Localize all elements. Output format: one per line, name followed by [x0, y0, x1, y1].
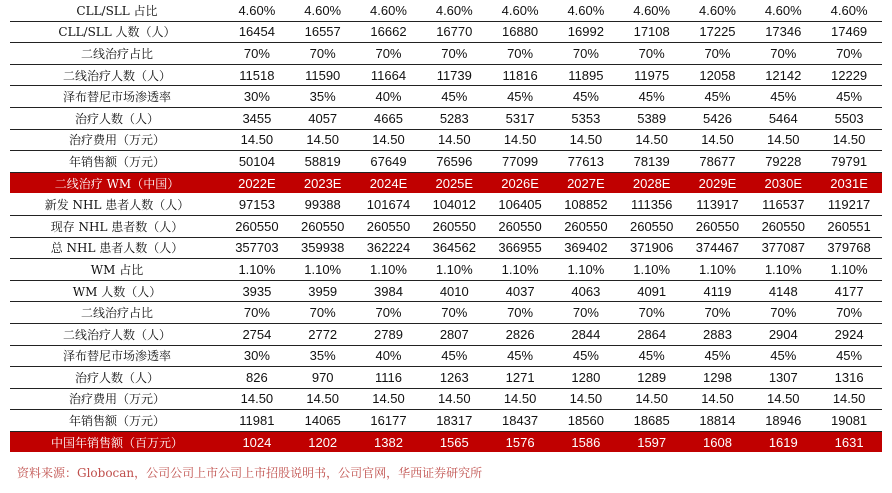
- table-cell: 16557: [290, 21, 356, 43]
- table-cell: 58819: [290, 151, 356, 173]
- row-label: 新发 NHL 患者人数（人）: [10, 194, 224, 216]
- table-cell: 11816: [487, 64, 553, 86]
- table-cell: 16770: [421, 21, 487, 43]
- table-cell: 70%: [224, 302, 290, 324]
- table-cell: 260550: [356, 215, 422, 237]
- table-cell: 1576: [487, 431, 553, 453]
- table-cell: 4.60%: [553, 0, 619, 21]
- table-cell: 2031E: [816, 172, 882, 194]
- table-row: [10, 194, 882, 216]
- table-cell: 11981: [224, 410, 290, 432]
- table-cell: 78677: [685, 151, 751, 173]
- table-cell: 18560: [553, 410, 619, 432]
- row-label: 治疗人数（人）: [10, 367, 224, 389]
- table-cell: 70%: [421, 43, 487, 65]
- table-cell: 3984: [356, 280, 422, 302]
- forecast-table: [10, 0, 882, 453]
- table-cell: 2924: [816, 323, 882, 345]
- table-cell: 260550: [487, 215, 553, 237]
- table-cell: 14065: [290, 410, 356, 432]
- table-cell: 45%: [553, 86, 619, 108]
- row-label: 泽布替尼市场渗透率: [10, 86, 224, 108]
- table-cell: 366955: [487, 237, 553, 259]
- table-cell: 70%: [421, 302, 487, 324]
- table-cell: 377087: [750, 237, 816, 259]
- table-cell: 14.50: [685, 388, 751, 410]
- table-cell: 16662: [356, 21, 422, 43]
- table-cell: 3455: [224, 107, 290, 129]
- table-cell: 4.60%: [619, 0, 685, 21]
- table-cell: 104012: [421, 194, 487, 216]
- table-cell: 14.50: [619, 129, 685, 151]
- table-row: [10, 237, 882, 259]
- table-cell: 14.50: [816, 129, 882, 151]
- table-cell: 4091: [619, 280, 685, 302]
- table-cell: 1298: [685, 367, 751, 389]
- table-cell: 14.50: [816, 388, 882, 410]
- table-cell: 70%: [619, 43, 685, 65]
- row-label: 泽布替尼市场渗透率: [10, 345, 224, 367]
- table-cell: 79791: [816, 151, 882, 173]
- table-cell: 70%: [290, 43, 356, 65]
- table-cell: 17108: [619, 21, 685, 43]
- row-label: WM 人数（人）: [10, 280, 224, 302]
- table-cell: 70%: [487, 43, 553, 65]
- table-cell: 1631: [816, 431, 882, 453]
- table-cell: 260550: [685, 215, 751, 237]
- table-cell: 3935: [224, 280, 290, 302]
- table-cell: 1.10%: [487, 259, 553, 281]
- table-cell: 14.50: [553, 129, 619, 151]
- table-cell: 362224: [356, 237, 422, 259]
- table-cell: 11895: [553, 64, 619, 86]
- table-cell: 70%: [750, 43, 816, 65]
- table-row: [10, 259, 882, 281]
- table-cell: 30%: [224, 345, 290, 367]
- table-cell: 18685: [619, 410, 685, 432]
- table-cell: 18317: [421, 410, 487, 432]
- table-cell: 45%: [685, 86, 751, 108]
- source-note: 资料来源：Globocan，公司公司上市公司上市招股说明书，公司官网，华西证券研究所: [17, 466, 483, 480]
- table-cell: 1.10%: [750, 259, 816, 281]
- table-cell: 17346: [750, 21, 816, 43]
- table-cell: 14.50: [290, 129, 356, 151]
- row-label: 年销售额（万元）: [10, 410, 224, 432]
- table-row: [10, 0, 882, 21]
- table-cell: 45%: [816, 86, 882, 108]
- row-label: 治疗费用（万元）: [10, 129, 224, 151]
- table-cell: 359938: [290, 237, 356, 259]
- table-cell: 260550: [290, 215, 356, 237]
- table-cell: 70%: [816, 43, 882, 65]
- table-cell: 45%: [487, 86, 553, 108]
- table-cell: 35%: [290, 86, 356, 108]
- table-cell: 108852: [553, 194, 619, 216]
- row-label: CLL/SLL 占比: [10, 0, 224, 21]
- table-cell: 260550: [224, 215, 290, 237]
- table-cell: 119217: [816, 194, 882, 216]
- table-cell: 260550: [553, 215, 619, 237]
- table-cell: 5464: [750, 107, 816, 129]
- table-cell: 14.50: [685, 129, 751, 151]
- table-cell: 4.60%: [685, 0, 751, 21]
- table-cell: 2025E: [421, 172, 487, 194]
- table-cell: 2883: [685, 323, 751, 345]
- row-label: 现存 NHL 患者数（人）: [10, 215, 224, 237]
- table-cell: 260550: [619, 215, 685, 237]
- table-cell: 1565: [421, 431, 487, 453]
- table-cell: 2754: [224, 323, 290, 345]
- table-cell: 5426: [685, 107, 751, 129]
- table-cell: 1.10%: [553, 259, 619, 281]
- table-cell: 1586: [553, 431, 619, 453]
- table-cell: 45%: [421, 345, 487, 367]
- table-cell: 45%: [750, 345, 816, 367]
- table-cell: 111356: [619, 194, 685, 216]
- table-cell: 45%: [619, 86, 685, 108]
- table-cell: 1202: [290, 431, 356, 453]
- table-cell: 5389: [619, 107, 685, 129]
- row-label: 二线治疗 WM（中国）: [10, 172, 224, 194]
- table-cell: 14.50: [553, 388, 619, 410]
- row-label: 二线治疗占比: [10, 43, 224, 65]
- table-cell: 70%: [290, 302, 356, 324]
- table-cell: 1280: [553, 367, 619, 389]
- table-cell: 77099: [487, 151, 553, 173]
- table-cell: 2027E: [553, 172, 619, 194]
- table-section-header-row: [10, 172, 882, 194]
- table-cell: 371906: [619, 237, 685, 259]
- table-cell: 1316: [816, 367, 882, 389]
- table-cell: 2826: [487, 323, 553, 345]
- table-cell: 1271: [487, 367, 553, 389]
- table-cell: 2772: [290, 323, 356, 345]
- table-cell: 11975: [619, 64, 685, 86]
- table-cell: 70%: [816, 302, 882, 324]
- table-cell: 4057: [290, 107, 356, 129]
- row-label: 治疗人数（人）: [10, 107, 224, 129]
- table-cell: 45%: [487, 345, 553, 367]
- table-cell: 4119: [685, 280, 751, 302]
- table-cell: 70%: [487, 302, 553, 324]
- table-row: [10, 345, 882, 367]
- table-cell: 14.50: [224, 388, 290, 410]
- table-row: [10, 280, 882, 302]
- table-cell: 970: [290, 367, 356, 389]
- table-cell: 14.50: [421, 129, 487, 151]
- table-cell: 11518: [224, 64, 290, 86]
- table-cell: 45%: [421, 86, 487, 108]
- table-cell: 116537: [750, 194, 816, 216]
- table-row: [10, 388, 882, 410]
- table-cell: 5283: [421, 107, 487, 129]
- table-cell: 70%: [553, 43, 619, 65]
- table-cell: 260550: [750, 215, 816, 237]
- table-cell: 12142: [750, 64, 816, 86]
- table-cell: 45%: [685, 345, 751, 367]
- table-cell: 67649: [356, 151, 422, 173]
- table-cell: 1116: [356, 367, 422, 389]
- table-cell: 1.10%: [619, 259, 685, 281]
- table-cell: 106405: [487, 194, 553, 216]
- table-cell: 4.60%: [224, 0, 290, 21]
- row-label: CLL/SLL 人数（人）: [10, 21, 224, 43]
- table-row: [10, 107, 882, 129]
- table-cell: 14.50: [290, 388, 356, 410]
- table-cell: 70%: [553, 302, 619, 324]
- table-cell: 16992: [553, 21, 619, 43]
- table-cell: 4037: [487, 280, 553, 302]
- table-cell: 2864: [619, 323, 685, 345]
- table-cell: 11590: [290, 64, 356, 86]
- table-cell: 16880: [487, 21, 553, 43]
- table-cell: 2789: [356, 323, 422, 345]
- table-row: [10, 43, 882, 65]
- table-row: [10, 64, 882, 86]
- table-cell: 1608: [685, 431, 751, 453]
- table-cell: 12058: [685, 64, 751, 86]
- table-cell: 14.50: [224, 129, 290, 151]
- table-cell: 4.60%: [290, 0, 356, 21]
- row-label: 治疗费用（万元）: [10, 388, 224, 410]
- table-cell: 1.10%: [356, 259, 422, 281]
- row-label: 年销售额（万元）: [10, 151, 224, 173]
- table-cell: 1619: [750, 431, 816, 453]
- row-label: WM 占比: [10, 259, 224, 281]
- table-cell: 2844: [553, 323, 619, 345]
- table-cell: 14.50: [356, 129, 422, 151]
- table-cell: 364562: [421, 237, 487, 259]
- table-section-header-row: [10, 431, 882, 453]
- table-cell: 2023E: [290, 172, 356, 194]
- table-cell: 4.60%: [421, 0, 487, 21]
- table-cell: 4177: [816, 280, 882, 302]
- table-cell: 1307: [750, 367, 816, 389]
- table-row: [10, 410, 882, 432]
- table-cell: 16454: [224, 21, 290, 43]
- table-cell: 1.10%: [816, 259, 882, 281]
- table-cell: 97153: [224, 194, 290, 216]
- table-cell: 30%: [224, 86, 290, 108]
- table-cell: 2024E: [356, 172, 422, 194]
- table-cell: 1263: [421, 367, 487, 389]
- table-row: [10, 151, 882, 173]
- table-row: [10, 302, 882, 324]
- table-cell: 113917: [685, 194, 751, 216]
- table-row: [10, 367, 882, 389]
- table-cell: 4665: [356, 107, 422, 129]
- table-cell: 4.60%: [816, 0, 882, 21]
- table-cell: 77613: [553, 151, 619, 173]
- table-cell: 14.50: [750, 129, 816, 151]
- table-cell: 4063: [553, 280, 619, 302]
- table-cell: 5503: [816, 107, 882, 129]
- table-cell: 379768: [816, 237, 882, 259]
- table-cell: 14.50: [421, 388, 487, 410]
- table-cell: 3959: [290, 280, 356, 302]
- table-cell: 16177: [356, 410, 422, 432]
- table-cell: 2807: [421, 323, 487, 345]
- table-cell: 45%: [619, 345, 685, 367]
- table-cell: 2028E: [619, 172, 685, 194]
- table-cell: 70%: [685, 302, 751, 324]
- table-cell: 2029E: [685, 172, 751, 194]
- table-cell: 4.60%: [487, 0, 553, 21]
- table-row: [10, 21, 882, 43]
- table-cell: 369402: [553, 237, 619, 259]
- row-label: 二线治疗占比: [10, 302, 224, 324]
- table-cell: 78139: [619, 151, 685, 173]
- table-cell: 1.10%: [421, 259, 487, 281]
- table-cell: 4148: [750, 280, 816, 302]
- table-cell: 17225: [685, 21, 751, 43]
- table-row: [10, 86, 882, 108]
- table-cell: 14.50: [487, 388, 553, 410]
- table-cell: 101674: [356, 194, 422, 216]
- table-cell: 70%: [685, 43, 751, 65]
- table-cell: 5317: [487, 107, 553, 129]
- row-label: 中国年销售额（百万元）: [10, 431, 224, 453]
- table-cell: 18946: [750, 410, 816, 432]
- table-cell: 45%: [750, 86, 816, 108]
- table-cell: 70%: [750, 302, 816, 324]
- table-cell: 40%: [356, 86, 422, 108]
- table-cell: 1.10%: [290, 259, 356, 281]
- table-cell: 1382: [356, 431, 422, 453]
- forecast-table-wrapper: [10, 0, 882, 453]
- table-cell: 14.50: [356, 388, 422, 410]
- row-label: 二线治疗人数（人）: [10, 64, 224, 86]
- table-cell: 1024: [224, 431, 290, 453]
- table-cell: 1.10%: [685, 259, 751, 281]
- table-cell: 50104: [224, 151, 290, 173]
- table-cell: 11664: [356, 64, 422, 86]
- row-label: 总 NHL 患者人数（人）: [10, 237, 224, 259]
- table-cell: 14.50: [619, 388, 685, 410]
- table-cell: 18814: [685, 410, 751, 432]
- table-cell: 1289: [619, 367, 685, 389]
- table-cell: 70%: [356, 43, 422, 65]
- table-cell: 76596: [421, 151, 487, 173]
- row-label: 二线治疗人数（人）: [10, 323, 224, 345]
- table-cell: 99388: [290, 194, 356, 216]
- table-cell: 2904: [750, 323, 816, 345]
- table-cell: 5353: [553, 107, 619, 129]
- table-cell: 17469: [816, 21, 882, 43]
- table-cell: 2030E: [750, 172, 816, 194]
- table-cell: 79228: [750, 151, 816, 173]
- table-cell: 40%: [356, 345, 422, 367]
- table-cell: 2022E: [224, 172, 290, 194]
- table-body: [10, 0, 882, 453]
- table-cell: 1597: [619, 431, 685, 453]
- table-cell: 45%: [816, 345, 882, 367]
- table-cell: 260551: [816, 215, 882, 237]
- table-cell: 19081: [816, 410, 882, 432]
- table-row: [10, 129, 882, 151]
- table-cell: 826: [224, 367, 290, 389]
- table-cell: 4.60%: [750, 0, 816, 21]
- table-cell: 374467: [685, 237, 751, 259]
- table-cell: 45%: [553, 345, 619, 367]
- table-cell: 35%: [290, 345, 356, 367]
- table-cell: 70%: [356, 302, 422, 324]
- table-cell: 4010: [421, 280, 487, 302]
- table-cell: 70%: [224, 43, 290, 65]
- table-cell: 14.50: [487, 129, 553, 151]
- table-cell: 260550: [421, 215, 487, 237]
- table-cell: 12229: [816, 64, 882, 86]
- table-cell: 18437: [487, 410, 553, 432]
- table-cell: 14.50: [750, 388, 816, 410]
- table-row: [10, 215, 882, 237]
- table-cell: 2026E: [487, 172, 553, 194]
- table-cell: 70%: [619, 302, 685, 324]
- table-cell: 4.60%: [356, 0, 422, 21]
- table-row: [10, 323, 882, 345]
- table-cell: 1.10%: [224, 259, 290, 281]
- table-cell: 11739: [421, 64, 487, 86]
- table-cell: 357703: [224, 237, 290, 259]
